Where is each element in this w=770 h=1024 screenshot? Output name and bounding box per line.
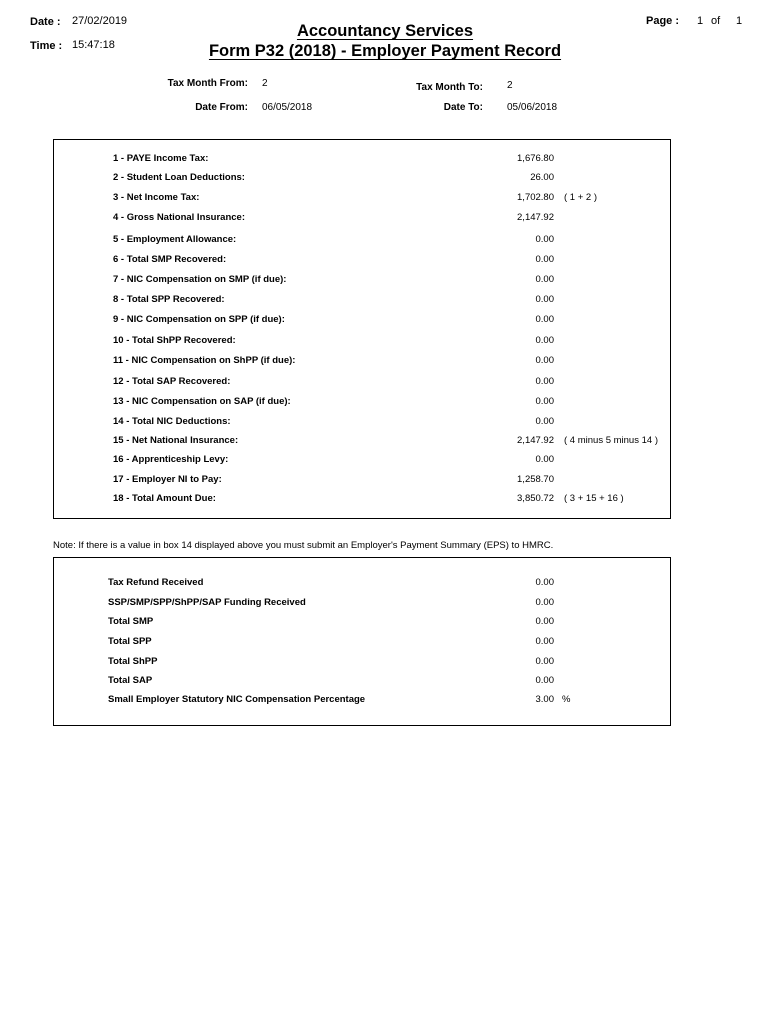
summary-row-value: 26.00	[530, 172, 554, 183]
tax-month-from-value: 2	[262, 78, 268, 89]
summary-row-value: 0.00	[535, 396, 554, 407]
date-label: Date :	[30, 16, 61, 28]
summary-row-label: 2 - Student Loan Deductions:	[113, 172, 245, 183]
summary-row-label: 16 - Apprenticeship Levy:	[113, 454, 229, 465]
summary-row-label: 3 - Net Income Tax:	[113, 192, 200, 203]
tax-month-to-value: 2	[507, 80, 513, 91]
date-to-value: 05/06/2018	[507, 102, 558, 113]
summary-row-note: ( 3 + 15 + 16 )	[564, 493, 624, 504]
summary-row-value: 1,676.80	[517, 153, 554, 164]
funding-row-value: 0.00	[535, 656, 554, 667]
summary-row-label: 13 - NIC Compensation on SAP (if due):	[113, 396, 291, 407]
funding-row-label: Total SAP	[108, 675, 153, 686]
summary-row-value: 2,147.92	[517, 212, 554, 223]
funding-row-label: Total ShPP	[108, 656, 158, 667]
summary-row-label: 9 - NIC Compensation on SPP (if due):	[113, 314, 285, 325]
tax-month-from-label: Tax Month From:	[167, 78, 248, 89]
page-current: 1	[697, 15, 704, 27]
funding-row-note: %	[562, 694, 571, 705]
funding-row-value: 0.00	[535, 675, 554, 686]
summary-row-value: 1,258.70	[517, 474, 554, 485]
summary-row-value: 0.00	[535, 335, 554, 346]
funding-row-label: Tax Refund Received	[108, 577, 204, 588]
summary-row-label: 4 - Gross National Insurance:	[113, 212, 245, 223]
summary-row-value: 0.00	[535, 294, 554, 305]
funding-row-value: 0.00	[535, 616, 554, 627]
funding-box	[53, 557, 671, 726]
funding-row-label: Small Employer Statutory NIC Compensation Percentage	[108, 694, 366, 705]
page-label: Page :	[646, 15, 680, 27]
funding-row-value: 0.00	[535, 636, 554, 647]
summary-row-note: ( 1 + 2 )	[564, 192, 597, 203]
summary-row-value: 1,702.80	[517, 192, 554, 203]
summary-row-label: 12 - Total SAP Recovered:	[113, 376, 231, 387]
summary-row-value: 0.00	[535, 274, 554, 285]
funding-row-label: SSP/SMP/SPP/ShPP/SAP Funding Received	[108, 597, 306, 608]
summary-row-value: 0.00	[535, 416, 554, 427]
summary-row-value: 3,850.72	[517, 493, 554, 504]
tax-month-to-label: Tax Month To:	[416, 82, 483, 93]
funding-row-value: 3.00	[535, 694, 554, 705]
summary-row-label: 8 - Total SPP Recovered:	[113, 294, 225, 305]
summary-row-value: 0.00	[535, 376, 554, 387]
summary-row-label: 7 - NIC Compensation on SMP (if due):	[113, 274, 287, 285]
summary-row-label: 10 - Total ShPP Recovered:	[113, 335, 236, 346]
time-label: Time :	[30, 40, 63, 52]
funding-row-label: Total SPP	[108, 636, 152, 647]
summary-row-value: 0.00	[535, 234, 554, 245]
company-title: Accountancy Services	[296, 22, 474, 40]
summary-row-label: 1 - PAYE Income Tax:	[113, 153, 209, 164]
summary-row-value: 2,147.92	[517, 435, 554, 446]
time-value: 15:47:18	[72, 39, 115, 51]
summary-row-label: 14 - Total NIC Deductions:	[113, 416, 231, 427]
date-value: 27/02/2019	[72, 15, 128, 27]
page-of: of	[711, 15, 721, 27]
summary-row-label: 5 - Employment Allowance:	[113, 234, 237, 245]
summary-row-label: 17 - Employer NI to Pay:	[113, 474, 222, 485]
date-from-label: Date From:	[195, 102, 248, 113]
date-to-label: Date To:	[443, 102, 483, 113]
summary-row-value: 0.00	[535, 314, 554, 325]
summary-row-label: 15 - Net National Insurance:	[113, 435, 239, 446]
summary-row-value: 0.00	[535, 454, 554, 465]
summary-row-value: 0.00	[535, 254, 554, 265]
form-title: Form P32 (2018) - Employer Payment Record	[208, 42, 562, 60]
eps-note: Note: If there is a value in box 14 displayed above you must submit an Employer's Payment Summary (EPS) to HMRC.	[53, 540, 554, 551]
page-total: 1	[736, 15, 743, 27]
summary-box	[53, 139, 671, 519]
date-from-value: 06/05/2018	[262, 102, 313, 113]
summary-row-label: 11 - NIC Compensation on ShPP (if due):	[113, 355, 296, 366]
summary-row-value: 0.00	[535, 355, 554, 366]
summary-row-label: 6 - Total SMP Recovered:	[113, 254, 227, 265]
funding-row-label: Total SMP	[108, 616, 154, 627]
funding-row-value: 0.00	[535, 577, 554, 588]
funding-row-value: 0.00	[535, 597, 554, 608]
summary-row-label: 18 - Total Amount Due:	[113, 493, 216, 504]
summary-row-note: ( 4 minus 5 minus 14 )	[564, 435, 658, 446]
